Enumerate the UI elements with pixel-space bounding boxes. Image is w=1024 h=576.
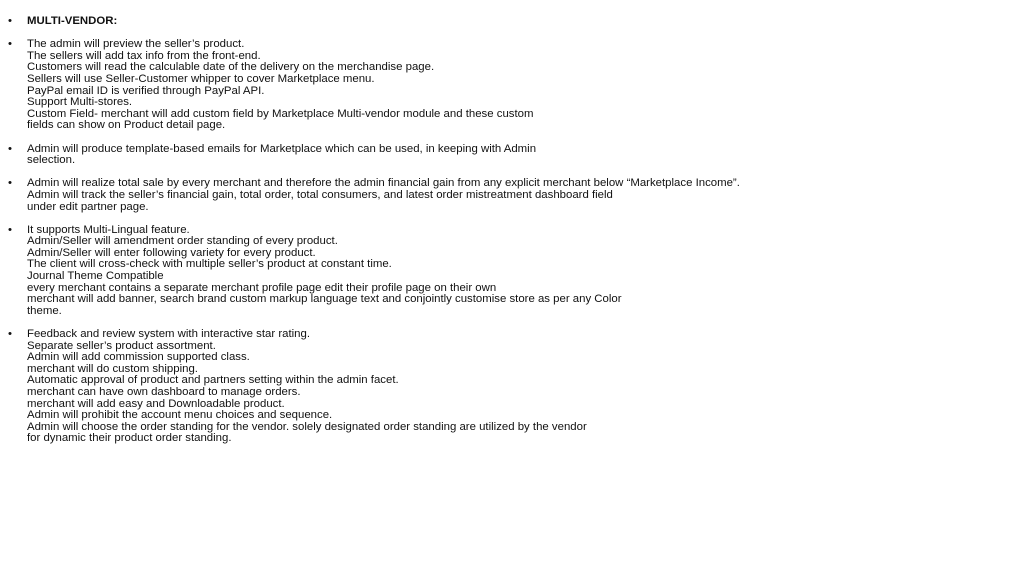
bullet-line: • It supports Multi-Lingual feature. <box>27 223 190 236</box>
bullet-line: for dynamic their product order standing. <box>27 432 232 445</box>
bullet-line: under edit partner page. <box>27 200 149 213</box>
bullet-line: • MULTI-VENDOR: <box>27 15 118 27</box>
bullet-line: Admin will choose the order standing for the vendor. solely designated order standing are utilized by the vendor <box>27 420 587 433</box>
bullet-item-email-templates <box>8 144 908 167</box>
bullet-line: theme. <box>27 304 62 317</box>
bullet-line: PayPal email ID is verified through PayPal API. <box>27 84 265 97</box>
bullet-line: Separate seller’s product assortment. <box>27 339 216 352</box>
bullet-line: Journal Theme Compatible <box>27 270 164 283</box>
bullet-line: Admin will prohibit the account menu choices and sequence. <box>27 409 333 422</box>
bullet-item-marketplace-income <box>8 178 908 213</box>
bullet-line: merchant will add banner, search brand custom markup language text and conjointly customise store as per any Color <box>27 293 622 306</box>
bullet-line: Support Multi-stores. <box>27 96 133 109</box>
bullet-line: Admin will track the seller’s financial gain, total order, total consumers, and latest order mistreatment dashboard field <box>27 188 613 201</box>
bullet-line: selection. <box>27 154 76 167</box>
bullet-line: fields can show on Product detail page. <box>27 119 226 132</box>
bullet-item-multi-lingual <box>8 225 908 318</box>
bullet-line: • Admin will produce template-based emails for Marketplace which can be used, in keeping with Admin <box>27 142 537 155</box>
bullet-line: merchant will add easy and Downloadable product. <box>27 397 285 410</box>
bullet-line: Custom Field- merchant will add custom field by Marketplace Multi-vendor module and these custom <box>27 107 534 120</box>
bullet-line: Customers will read the calculable date of the delivery on the merchandise page. <box>27 61 435 74</box>
bullet-line: merchant will do custom shipping. <box>27 362 198 375</box>
bullet-list <box>8 16 908 457</box>
bullet-line: • Feedback and review system with interactive star rating. <box>27 328 310 341</box>
bullet-line: • The admin will preview the seller’s product. <box>27 38 245 51</box>
bullet-item-seller-features <box>8 39 908 132</box>
bullet-line: Sellers will use Seller-Customer whipper to cover Marketplace menu. <box>27 72 375 85</box>
bullet-line: Admin will add commission supported class. <box>27 351 250 364</box>
bullet-line: every merchant contains a separate merchant profile page edit their profile page on their own <box>27 281 497 294</box>
bullet-line: The client will cross-check with multiple seller’s product at constant time. <box>27 258 392 271</box>
bullet-line: Admin/Seller will enter following variety for every product. <box>27 246 316 259</box>
bullet-item-multi-vendor-heading <box>8 16 908 28</box>
bullet-line: Automatic approval of product and partners setting within the admin facet. <box>27 374 399 387</box>
bullet-item-feedback-and-admin <box>8 329 908 445</box>
bullet-line: The sellers will add tax info from the front-end. <box>27 49 261 62</box>
bullet-line: merchant can have own dashboard to manage orders. <box>27 386 301 398</box>
bullet-line: • Admin will realize total sale by every merchant and therefore the admin financial gain from any explicit merchant below “Marketplace Income”. <box>27 177 740 190</box>
bullet-line: Admin/Seller will amendment order standing of every product. <box>27 235 338 248</box>
